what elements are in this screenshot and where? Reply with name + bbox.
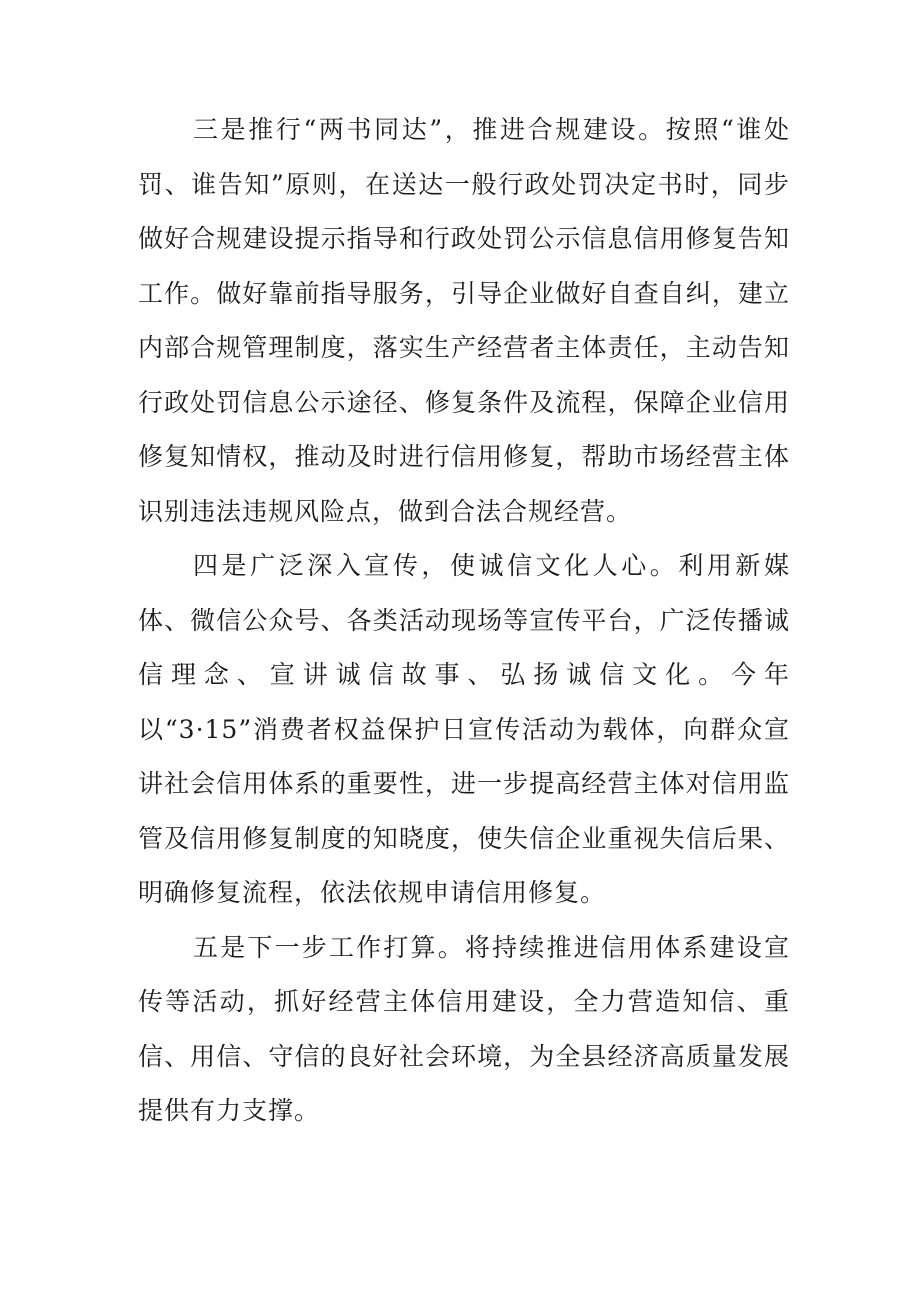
paragraph-compliance: 三是推行“两书同达”，推进合规建设。按照“谁处罚、谁告知”原则，在送达一般行政处罚决定书时，同步做好合规建设提示指导和行政处罚公示信息信用修复告知工作。做好靠前指导服务，引导企业做好自查自纠，建立内部合规管理制度，落实生产经营者主体责任，主动告知行政处罚信息公示途径、修复条件及流程，保障企业信用修复知情权，推动及时进行信用修复，帮助市场经营主体识别违法违规风险点，做到合法合规经营。 xyxy=(138,115,790,526)
paragraph-next-steps: 五是下一步工作打算。将持续推进信用体系建设宣传等活动，抓好经营主体信用建设，全力营造知信、重信、用信、守信的良好社会环境，为全县经济高质量发展提供有力支撑。 xyxy=(138,932,790,1125)
paragraph-publicity: 四是广泛深入宣传，使诚信文化人心。利用新媒体、微信公众号、各类活动现场等宣传平台，广泛传播诚信理念、宣讲诚信故事、弘扬诚信文化。今年以“3·15”消费者权益保护日宣传活动为载体，向群众宣讲社会信用体系的重要性，进一步提高经营主体对信用监管及信用修复制度的知晓度，使失信企业重视失信后果、明确修复流程，依法依规申请信用修复。 xyxy=(138,551,790,907)
document-body xyxy=(138,103,790,1139)
